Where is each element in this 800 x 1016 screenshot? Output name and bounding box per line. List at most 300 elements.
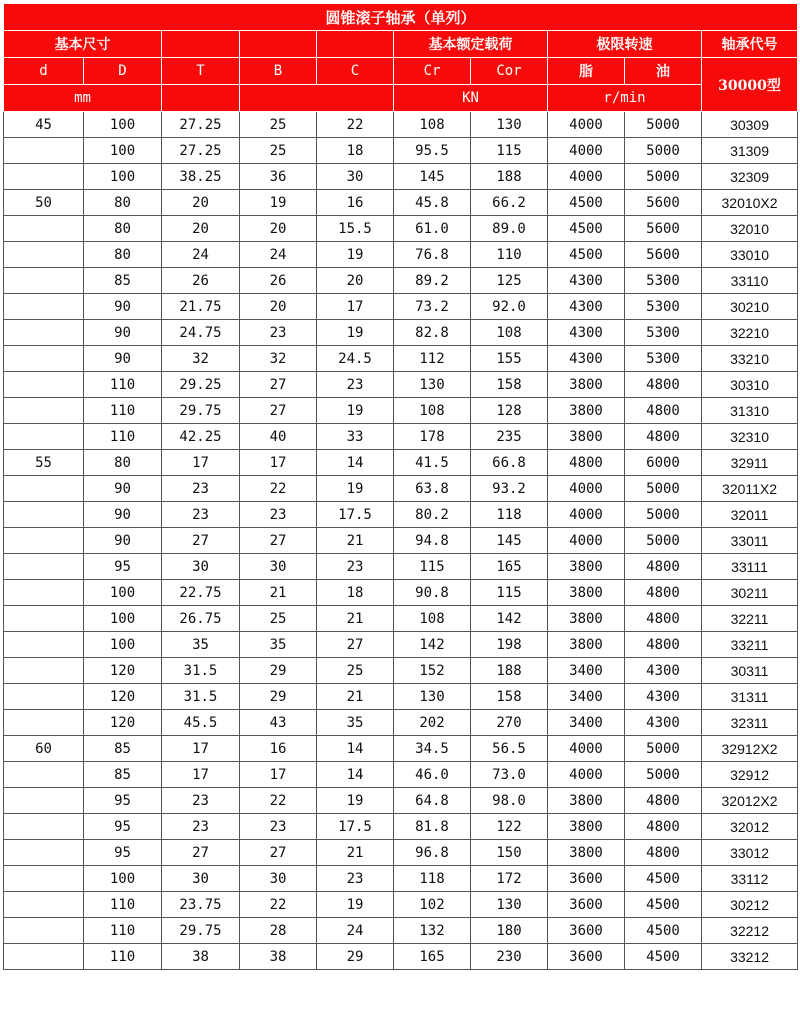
cell-t: 29.25 bbox=[162, 372, 240, 398]
table-row bbox=[4, 710, 798, 736]
cell-cor: 118 bbox=[471, 502, 548, 528]
cell-cr: 90.8 bbox=[394, 580, 471, 606]
cell-code: 33012 bbox=[702, 840, 798, 866]
cell-code: 33112 bbox=[702, 866, 798, 892]
cell-grease: 3800 bbox=[548, 814, 625, 840]
cell-c: 21 bbox=[317, 528, 394, 554]
cell-b: 20 bbox=[240, 216, 317, 242]
cell-d bbox=[4, 658, 84, 684]
header-blank-cell bbox=[317, 31, 394, 58]
cell-cr: 46.0 bbox=[394, 762, 471, 788]
cell-grease: 4500 bbox=[548, 216, 625, 242]
table-row bbox=[4, 320, 798, 346]
cell-b: 29 bbox=[240, 684, 317, 710]
cell-cor: 66.8 bbox=[471, 450, 548, 476]
cell-code: 32010X2 bbox=[702, 190, 798, 216]
cell-c: 15.5 bbox=[317, 216, 394, 242]
cell-b: 30 bbox=[240, 866, 317, 892]
cell-d: 110 bbox=[84, 918, 162, 944]
cell-code: 33110 bbox=[702, 268, 798, 294]
cell-t: 31.5 bbox=[162, 684, 240, 710]
cell-d: 100 bbox=[84, 112, 162, 138]
cell-oil: 4800 bbox=[625, 424, 702, 450]
cell-oil: 5300 bbox=[625, 268, 702, 294]
cell-c: 19 bbox=[317, 788, 394, 814]
col-header-d: d bbox=[4, 58, 84, 85]
cell-cor: 115 bbox=[471, 138, 548, 164]
cell-t: 27 bbox=[162, 840, 240, 866]
cell-d: 85 bbox=[84, 762, 162, 788]
cell-c: 14 bbox=[317, 450, 394, 476]
cell-grease: 3800 bbox=[548, 554, 625, 580]
cell-d bbox=[4, 476, 84, 502]
cell-d bbox=[4, 268, 84, 294]
cell-c: 18 bbox=[317, 580, 394, 606]
table-row bbox=[4, 606, 798, 632]
cell-cor: 230 bbox=[471, 944, 548, 970]
cell-oil: 5000 bbox=[625, 112, 702, 138]
cell-d: 45 bbox=[4, 112, 84, 138]
cell-cor: 56.5 bbox=[471, 736, 548, 762]
cell-cor: 198 bbox=[471, 632, 548, 658]
cell-t: 17 bbox=[162, 762, 240, 788]
cell-code: 32211 bbox=[702, 606, 798, 632]
table-row bbox=[4, 450, 798, 476]
cell-t: 29.75 bbox=[162, 918, 240, 944]
cell-code: 32311 bbox=[702, 710, 798, 736]
cell-d: 120 bbox=[84, 710, 162, 736]
table-row bbox=[4, 580, 798, 606]
cell-oil: 4800 bbox=[625, 372, 702, 398]
cell-d bbox=[4, 242, 84, 268]
cell-oil: 4800 bbox=[625, 398, 702, 424]
cell-code: 33010 bbox=[702, 242, 798, 268]
cell-b: 28 bbox=[240, 918, 317, 944]
cell-d bbox=[4, 398, 84, 424]
cell-b: 24 bbox=[240, 242, 317, 268]
cell-code: 32010 bbox=[702, 216, 798, 242]
cell-cor: 188 bbox=[471, 164, 548, 190]
cell-cr: 76.8 bbox=[394, 242, 471, 268]
cell-b: 22 bbox=[240, 476, 317, 502]
cell-d: 90 bbox=[84, 346, 162, 372]
cell-grease: 4000 bbox=[548, 502, 625, 528]
cell-code: 32011X2 bbox=[702, 476, 798, 502]
cell-code: 31309 bbox=[702, 138, 798, 164]
cell-oil: 5000 bbox=[625, 502, 702, 528]
table-row bbox=[4, 190, 798, 216]
cell-code: 30210 bbox=[702, 294, 798, 320]
cell-b: 27 bbox=[240, 840, 317, 866]
cell-grease: 4000 bbox=[548, 138, 625, 164]
cell-cor: 130 bbox=[471, 892, 548, 918]
cell-cor: 98.0 bbox=[471, 788, 548, 814]
cell-grease: 4000 bbox=[548, 164, 625, 190]
cell-oil: 5000 bbox=[625, 762, 702, 788]
cell-t: 27.25 bbox=[162, 138, 240, 164]
cell-cor: 125 bbox=[471, 268, 548, 294]
cell-cr: 45.8 bbox=[394, 190, 471, 216]
table-row bbox=[4, 398, 798, 424]
cell-oil: 5300 bbox=[625, 320, 702, 346]
cell-oil: 6000 bbox=[625, 450, 702, 476]
cell-b: 23 bbox=[240, 502, 317, 528]
table-row bbox=[4, 840, 798, 866]
cell-oil: 5000 bbox=[625, 736, 702, 762]
col-header-B: B bbox=[240, 58, 317, 85]
cell-oil: 5000 bbox=[625, 138, 702, 164]
cell-b: 16 bbox=[240, 736, 317, 762]
cell-oil: 5000 bbox=[625, 164, 702, 190]
cell-b: 27 bbox=[240, 398, 317, 424]
cell-cr: 102 bbox=[394, 892, 471, 918]
cell-grease: 4500 bbox=[548, 190, 625, 216]
cell-c: 25 bbox=[317, 658, 394, 684]
cell-c: 27 bbox=[317, 632, 394, 658]
col-header-Cr: Cr bbox=[394, 58, 471, 85]
cell-c: 19 bbox=[317, 398, 394, 424]
cell-c: 21 bbox=[317, 606, 394, 632]
cell-d bbox=[4, 216, 84, 242]
cell-cor: 89.0 bbox=[471, 216, 548, 242]
cell-cor: 93.2 bbox=[471, 476, 548, 502]
table-row bbox=[4, 164, 798, 190]
cell-grease: 4800 bbox=[548, 450, 625, 476]
cell-t: 24.75 bbox=[162, 320, 240, 346]
table-title: 圆锥滚子轴承（单列） bbox=[4, 4, 798, 31]
table-row bbox=[4, 866, 798, 892]
cell-d bbox=[4, 632, 84, 658]
col-header-T: T bbox=[162, 58, 240, 85]
cell-cor: 188 bbox=[471, 658, 548, 684]
cell-c: 30 bbox=[317, 164, 394, 190]
cell-d bbox=[4, 944, 84, 970]
cell-cr: 112 bbox=[394, 346, 471, 372]
cell-cor: 158 bbox=[471, 684, 548, 710]
table-row bbox=[4, 892, 798, 918]
cell-grease: 3800 bbox=[548, 788, 625, 814]
cell-cr: 96.8 bbox=[394, 840, 471, 866]
cell-b: 22 bbox=[240, 892, 317, 918]
cell-grease: 3800 bbox=[548, 580, 625, 606]
cell-b: 20 bbox=[240, 294, 317, 320]
cell-cr: 94.8 bbox=[394, 528, 471, 554]
cell-code: 33111 bbox=[702, 554, 798, 580]
cell-d: 90 bbox=[84, 294, 162, 320]
cell-b: 36 bbox=[240, 164, 317, 190]
cell-d bbox=[4, 892, 84, 918]
cell-oil: 4500 bbox=[625, 918, 702, 944]
cell-d: 100 bbox=[84, 632, 162, 658]
cell-cor: 172 bbox=[471, 866, 548, 892]
cell-c: 18 bbox=[317, 138, 394, 164]
cell-grease: 4300 bbox=[548, 320, 625, 346]
cell-d bbox=[4, 320, 84, 346]
cell-code: 32911 bbox=[702, 450, 798, 476]
cell-cor: 73.0 bbox=[471, 762, 548, 788]
cell-b: 43 bbox=[240, 710, 317, 736]
cell-cr: 108 bbox=[394, 398, 471, 424]
cell-d: 100 bbox=[84, 164, 162, 190]
table-row bbox=[4, 762, 798, 788]
cell-cr: 108 bbox=[394, 112, 471, 138]
col-header-D: D bbox=[84, 58, 162, 85]
cell-c: 19 bbox=[317, 242, 394, 268]
cell-cor: 180 bbox=[471, 918, 548, 944]
cell-d: 50 bbox=[4, 190, 84, 216]
cell-b: 32 bbox=[240, 346, 317, 372]
cell-cr: 145 bbox=[394, 164, 471, 190]
cell-b: 25 bbox=[240, 138, 317, 164]
cell-cor: 115 bbox=[471, 580, 548, 606]
cell-cr: 61.0 bbox=[394, 216, 471, 242]
cell-d: 85 bbox=[84, 268, 162, 294]
cell-t: 24 bbox=[162, 242, 240, 268]
cell-d bbox=[4, 606, 84, 632]
table-row bbox=[4, 424, 798, 450]
cell-t: 26 bbox=[162, 268, 240, 294]
table-row bbox=[4, 788, 798, 814]
cell-b: 23 bbox=[240, 320, 317, 346]
cell-cr: 95.5 bbox=[394, 138, 471, 164]
cell-code: 33211 bbox=[702, 632, 798, 658]
cell-d: 110 bbox=[84, 944, 162, 970]
cell-cor: 165 bbox=[471, 554, 548, 580]
cell-code: 30211 bbox=[702, 580, 798, 606]
cell-cr: 115 bbox=[394, 554, 471, 580]
cell-t: 20 bbox=[162, 190, 240, 216]
cell-oil: 4800 bbox=[625, 814, 702, 840]
cell-t: 45.5 bbox=[162, 710, 240, 736]
cell-oil: 5600 bbox=[625, 242, 702, 268]
table-row bbox=[4, 554, 798, 580]
cell-grease: 3800 bbox=[548, 840, 625, 866]
cell-oil: 5000 bbox=[625, 528, 702, 554]
cell-cr: 63.8 bbox=[394, 476, 471, 502]
cell-grease: 3600 bbox=[548, 892, 625, 918]
cell-b: 27 bbox=[240, 372, 317, 398]
cell-cor: 128 bbox=[471, 398, 548, 424]
cell-code: 30212 bbox=[702, 892, 798, 918]
cell-d bbox=[4, 788, 84, 814]
cell-d bbox=[4, 580, 84, 606]
col-header-grease: 脂 bbox=[548, 58, 625, 85]
cell-c: 14 bbox=[317, 762, 394, 788]
cell-t: 27 bbox=[162, 528, 240, 554]
cell-c: 19 bbox=[317, 476, 394, 502]
cell-t: 23 bbox=[162, 502, 240, 528]
cell-cor: 270 bbox=[471, 710, 548, 736]
cell-grease: 4300 bbox=[548, 268, 625, 294]
cell-d bbox=[4, 528, 84, 554]
cell-grease: 3800 bbox=[548, 424, 625, 450]
table-row bbox=[4, 632, 798, 658]
cell-c: 19 bbox=[317, 320, 394, 346]
cell-d: 95 bbox=[84, 554, 162, 580]
table-row bbox=[4, 112, 798, 138]
table-row bbox=[4, 346, 798, 372]
cell-cr: 81.8 bbox=[394, 814, 471, 840]
cell-oil: 4300 bbox=[625, 710, 702, 736]
table-row bbox=[4, 736, 798, 762]
cell-c: 14 bbox=[317, 736, 394, 762]
bearing-code-header: 轴承代号 bbox=[702, 31, 798, 58]
cell-d: 100 bbox=[84, 138, 162, 164]
cell-cr: 202 bbox=[394, 710, 471, 736]
cell-grease: 3400 bbox=[548, 710, 625, 736]
cell-c: 17 bbox=[317, 294, 394, 320]
cell-t: 27.25 bbox=[162, 112, 240, 138]
cell-cr: 165 bbox=[394, 944, 471, 970]
col-header-C: C bbox=[317, 58, 394, 85]
cell-t: 29.75 bbox=[162, 398, 240, 424]
cell-cor: 122 bbox=[471, 814, 548, 840]
cell-d: 100 bbox=[84, 580, 162, 606]
cell-cr: 34.5 bbox=[394, 736, 471, 762]
cell-cr: 64.8 bbox=[394, 788, 471, 814]
cell-code: 30309 bbox=[702, 112, 798, 138]
cell-d bbox=[4, 840, 84, 866]
cell-oil: 4800 bbox=[625, 840, 702, 866]
cell-d: 90 bbox=[84, 502, 162, 528]
cell-d: 95 bbox=[84, 814, 162, 840]
table-row bbox=[4, 294, 798, 320]
cell-c: 19 bbox=[317, 892, 394, 918]
cell-d bbox=[4, 814, 84, 840]
cell-grease: 3600 bbox=[548, 866, 625, 892]
cell-code: 32912 bbox=[702, 762, 798, 788]
bearing-spec-table bbox=[3, 3, 798, 970]
cell-d: 80 bbox=[84, 216, 162, 242]
cell-grease: 4500 bbox=[548, 242, 625, 268]
cell-cr: 73.2 bbox=[394, 294, 471, 320]
table-row bbox=[4, 476, 798, 502]
cell-c: 35 bbox=[317, 710, 394, 736]
cell-d bbox=[4, 918, 84, 944]
cell-cr: 142 bbox=[394, 632, 471, 658]
table-row bbox=[4, 502, 798, 528]
cell-d: 100 bbox=[84, 606, 162, 632]
cell-code: 30311 bbox=[702, 658, 798, 684]
cell-d bbox=[4, 346, 84, 372]
cell-t: 17 bbox=[162, 736, 240, 762]
cell-t: 35 bbox=[162, 632, 240, 658]
cell-c: 24 bbox=[317, 918, 394, 944]
cell-cr: 178 bbox=[394, 424, 471, 450]
cell-b: 40 bbox=[240, 424, 317, 450]
cell-code: 31311 bbox=[702, 684, 798, 710]
cell-cr: 130 bbox=[394, 372, 471, 398]
cell-cor: 150 bbox=[471, 840, 548, 866]
cell-d: 110 bbox=[84, 892, 162, 918]
cell-d: 60 bbox=[4, 736, 84, 762]
cell-t: 23 bbox=[162, 476, 240, 502]
cell-d: 90 bbox=[84, 528, 162, 554]
cell-code: 32011 bbox=[702, 502, 798, 528]
cell-cor: 158 bbox=[471, 372, 548, 398]
cell-d: 80 bbox=[84, 242, 162, 268]
table-row bbox=[4, 242, 798, 268]
cell-cor: 130 bbox=[471, 112, 548, 138]
cell-d: 120 bbox=[84, 658, 162, 684]
cell-t: 17 bbox=[162, 450, 240, 476]
cell-code: 32012X2 bbox=[702, 788, 798, 814]
cell-d: 110 bbox=[84, 372, 162, 398]
cell-oil: 4500 bbox=[625, 892, 702, 918]
cell-b: 29 bbox=[240, 658, 317, 684]
cell-cr: 152 bbox=[394, 658, 471, 684]
series-label: 30000型 bbox=[702, 58, 798, 112]
cell-cr: 108 bbox=[394, 606, 471, 632]
cell-b: 17 bbox=[240, 450, 317, 476]
cell-d: 90 bbox=[84, 320, 162, 346]
cell-d bbox=[4, 710, 84, 736]
cell-grease: 4000 bbox=[548, 736, 625, 762]
cell-grease: 4300 bbox=[548, 294, 625, 320]
cell-t: 30 bbox=[162, 554, 240, 580]
cell-d: 110 bbox=[84, 424, 162, 450]
cell-oil: 4800 bbox=[625, 606, 702, 632]
cell-t: 32 bbox=[162, 346, 240, 372]
cell-cor: 92.0 bbox=[471, 294, 548, 320]
cell-t: 38 bbox=[162, 944, 240, 970]
cell-d bbox=[4, 424, 84, 450]
limit-speed-header: 极限转速 bbox=[548, 31, 702, 58]
cell-grease: 4000 bbox=[548, 762, 625, 788]
cell-grease: 3800 bbox=[548, 606, 625, 632]
table-row bbox=[4, 814, 798, 840]
cell-cr: 82.8 bbox=[394, 320, 471, 346]
cell-b: 23 bbox=[240, 814, 317, 840]
cell-d bbox=[4, 684, 84, 710]
cell-cor: 66.2 bbox=[471, 190, 548, 216]
cell-b: 22 bbox=[240, 788, 317, 814]
cell-cr: 132 bbox=[394, 918, 471, 944]
cell-d bbox=[4, 138, 84, 164]
cell-d bbox=[4, 164, 84, 190]
table-row bbox=[4, 684, 798, 710]
cell-c: 17.5 bbox=[317, 502, 394, 528]
col-header-oil: 油 bbox=[625, 58, 702, 85]
cell-cr: 130 bbox=[394, 684, 471, 710]
cell-d: 120 bbox=[84, 684, 162, 710]
cell-oil: 4800 bbox=[625, 580, 702, 606]
unit-mm: mm bbox=[4, 85, 162, 112]
cell-b: 21 bbox=[240, 580, 317, 606]
cell-code: 32310 bbox=[702, 424, 798, 450]
cell-code: 32309 bbox=[702, 164, 798, 190]
cell-b: 30 bbox=[240, 554, 317, 580]
cell-code: 32212 bbox=[702, 918, 798, 944]
cell-grease: 4300 bbox=[548, 346, 625, 372]
cell-b: 38 bbox=[240, 944, 317, 970]
cell-t: 23.75 bbox=[162, 892, 240, 918]
cell-oil: 5300 bbox=[625, 294, 702, 320]
cell-b: 26 bbox=[240, 268, 317, 294]
cell-cr: 118 bbox=[394, 866, 471, 892]
cell-oil: 4800 bbox=[625, 788, 702, 814]
cell-code: 33011 bbox=[702, 528, 798, 554]
header-blank-cell bbox=[162, 85, 240, 112]
cell-code: 32210 bbox=[702, 320, 798, 346]
basic-dimensions-header: 基本尺寸 bbox=[4, 31, 162, 58]
cell-d: 90 bbox=[84, 476, 162, 502]
cell-d: 55 bbox=[4, 450, 84, 476]
cell-b: 27 bbox=[240, 528, 317, 554]
cell-oil: 4800 bbox=[625, 632, 702, 658]
cell-c: 17.5 bbox=[317, 814, 394, 840]
table-row bbox=[4, 138, 798, 164]
